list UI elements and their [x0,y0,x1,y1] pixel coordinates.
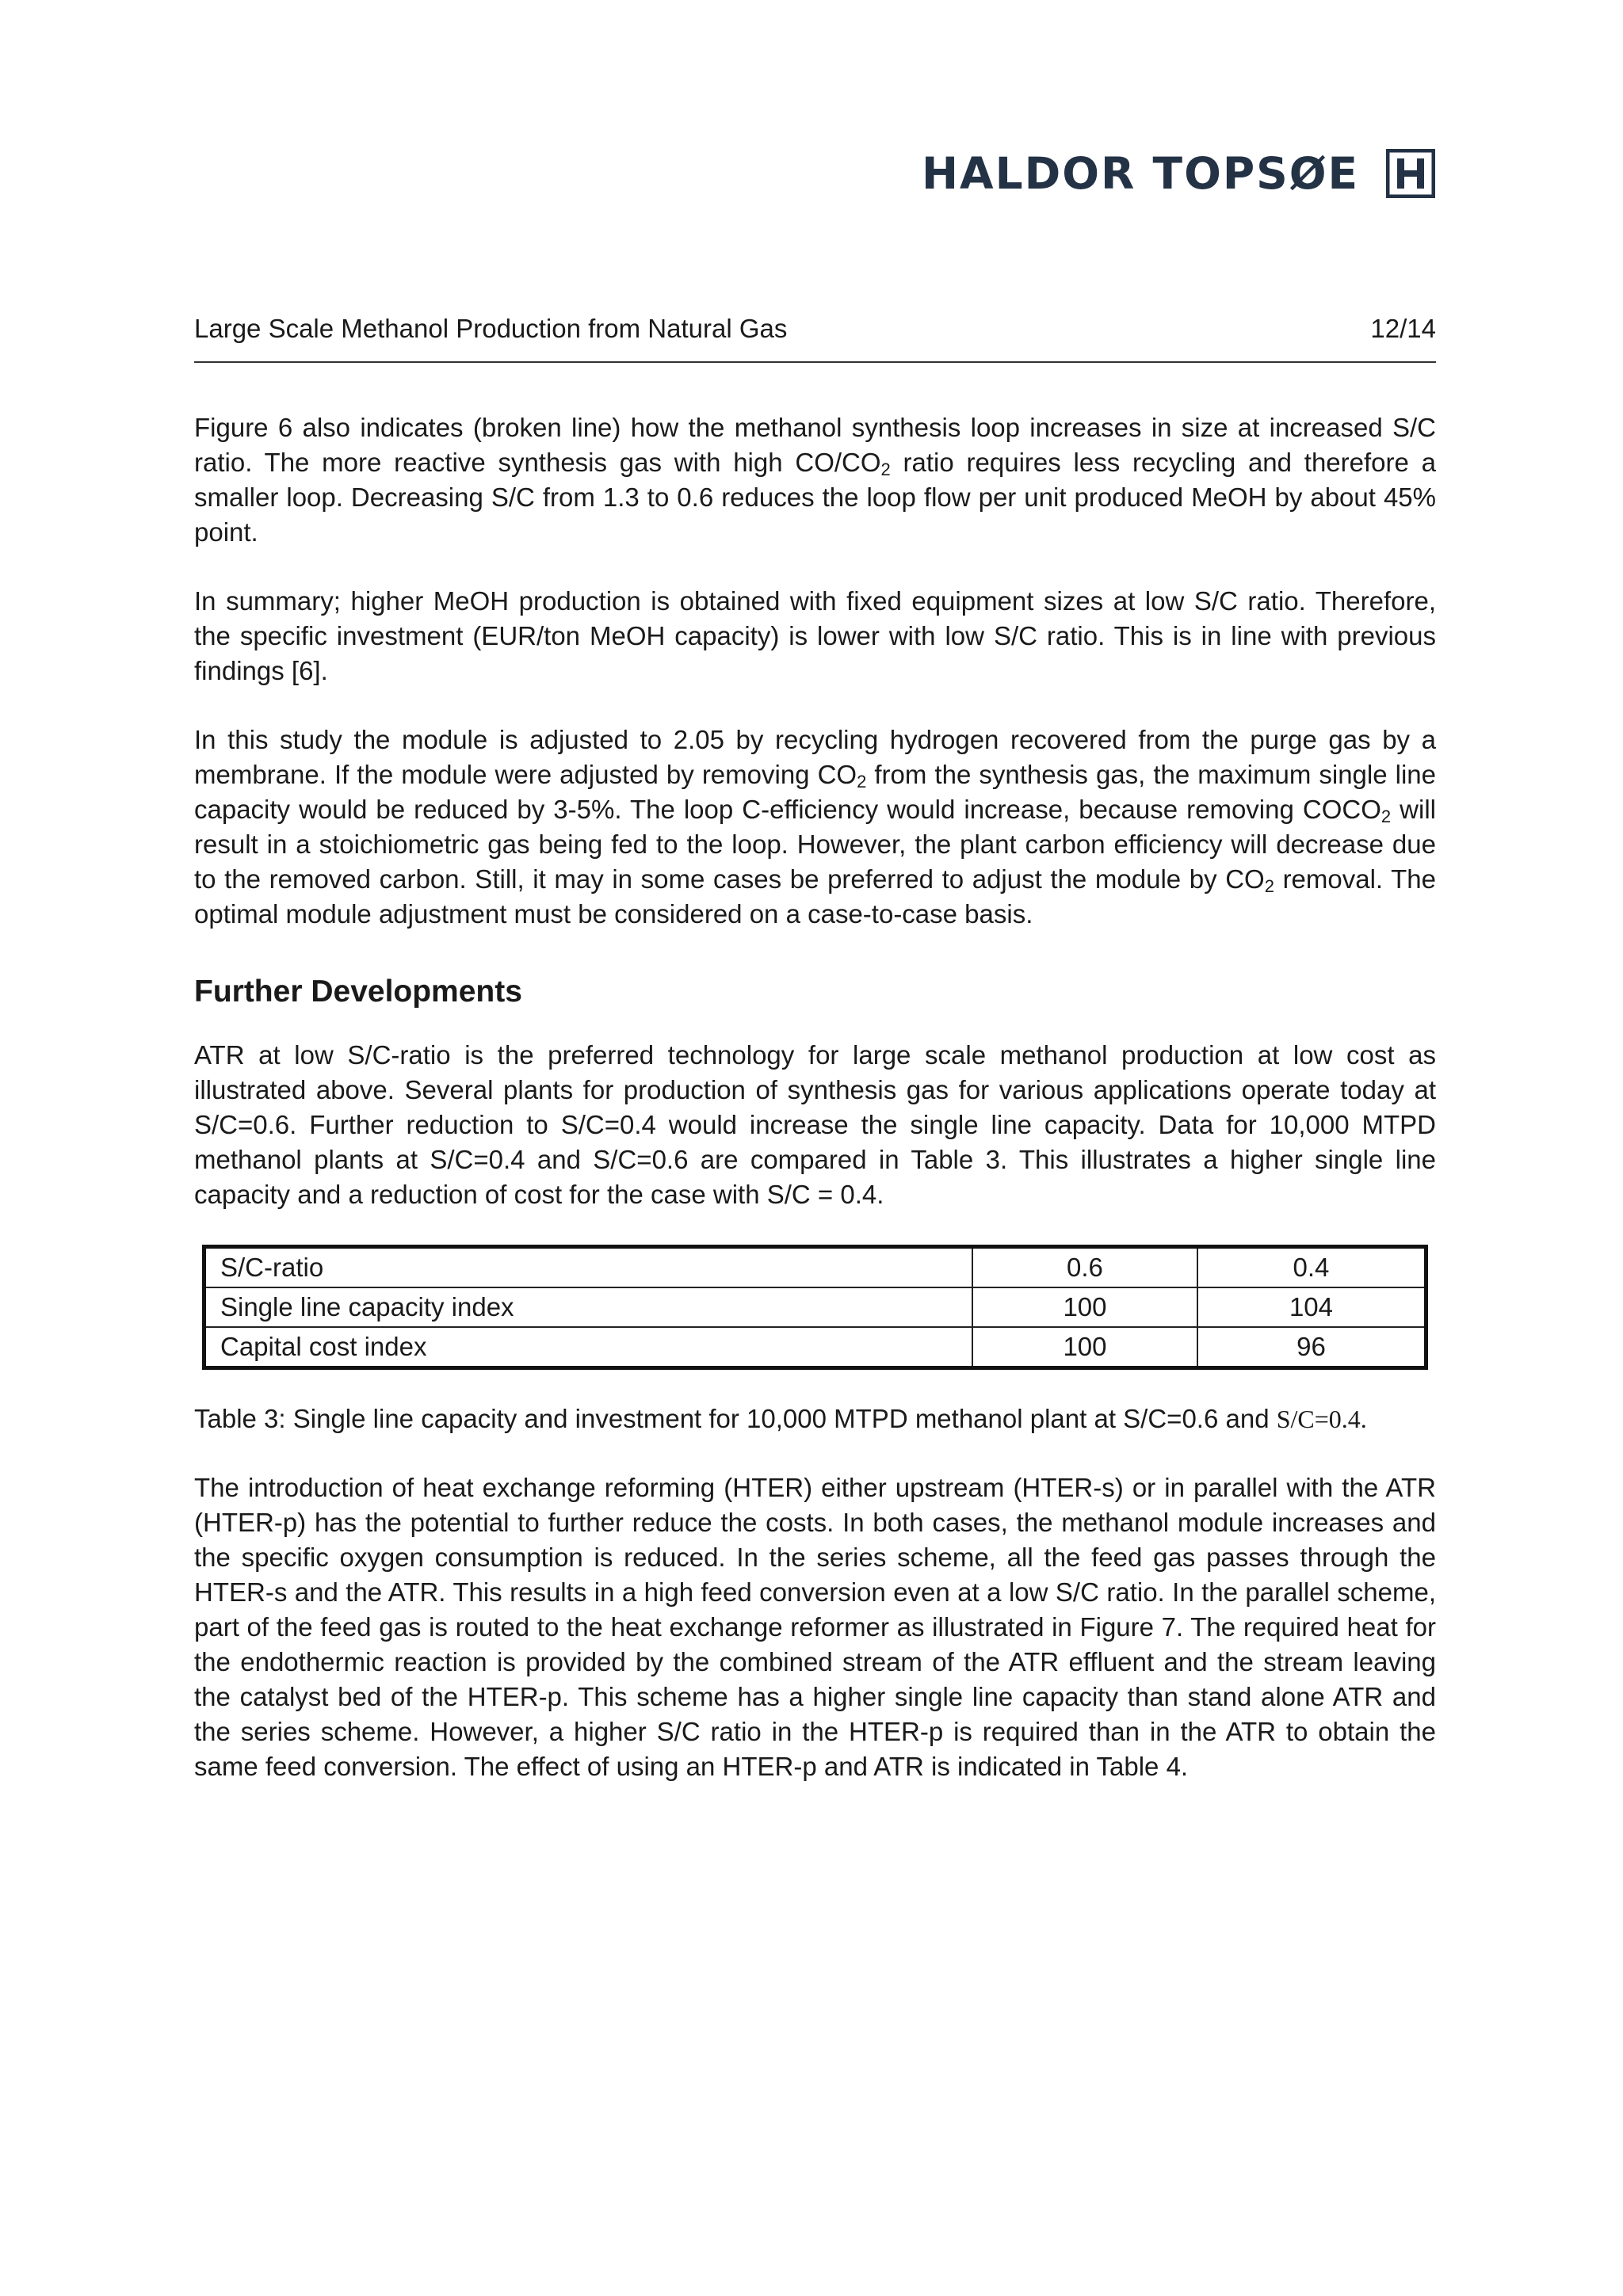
paragraph-loop-size: Figure 6 also indicates (broken line) how the methanol synthesis loop increases in size at increased S/C ratio. The more reactive synthesis gas with high $CO/CO_2$ ratio requires less recycling and therefore a smaller loop. Decreasing S/C from 1.3 to 0.6 reduces the loop flow per unit produced MeOH by about 45% point. [194,413,1436,547]
page-header [194,314,1436,363]
table-cell-label: Capital cost index [204,1327,973,1368]
table-caption: Table 3: Single line capacity and investment for 10,000 MTPD methanol plant at S/C=0.6 and S/C=0.4. [194,1404,1367,1433]
table-3 [202,1245,1428,1370]
table-cell-label: S/C-ratio [204,1247,973,1288]
paragraph-module-adjustment: In this study the module is adjusted to 2.05 by recycling hydrogen recovered from the purge gas by a membrane. If the module were adjusted by removing $CO_2$ from the synthesis gas, the maximum single line capacity would be reduced by 3-5%. The loop C-efficiency would increase, because removing $COCO_2$ will result in a stoichiometric gas being fed to the loop. However, the plant carbon efficiency will decrease due to the removed carbon. Still, it may in some cases be preferred to adjust the module by $CO_2$ removal. The optimal module adjustment must be considered on a case-to-case basis. [194,725,1436,929]
logo-h-icon [1386,149,1435,198]
paragraph-summary: In summary; higher MeOH production is obtained with fixed equipment sizes at low S/C ratio. Therefore, the specific investment (EUR/ton MeOH capacity) is lower with low S/C ratio. This is in line with previous findings [6]. [194,586,1436,685]
table-cell-value: 104 [1197,1287,1426,1327]
table-cell-value: 96 [1197,1327,1426,1368]
paragraph-hter: The introduction of heat exchange reforming (HTER) either upstream (HTER-s) or in parallel with the ATR (HTER-p) has the potential to further reduce the costs. In both cases, the methanol module increases and the specific oxygen consumption is reduced. In the series scheme, all the feed gas passes through the HTER-s and the ATR. This results in a high feed conversion even at a low S/C ratio. In the parallel scheme, part of the feed gas is routed to the heat exchange reformer as illustrated in Figure 7. The required heat for the endothermic reaction is provided by the combined stream of the ATR effluent and the stream leaving the catalyst bed of the HTER-p. This scheme has a higher single line capacity than stand alone ATR and the series scheme. However, a higher S/C ratio in the HTER-p is required than in the ATR to obtain the same feed conversion. The effect of using an HTER-p and ATR is indicated in Table 4. [194,1473,1436,1781]
table-row [204,1247,1426,1288]
paragraph-atr-low-sc: ATR at low S/C-ratio is the preferred technology for large scale methanol production at low cost as illustrated above. Several plants for production of synthesis gas for various applications operate today at S/C=0.6. Further reduction to S/C=0.4 would increase the single line capacity. Data for 10,000 MTPD methanol plants at S/C=0.4 and S/C=0.6 are compared in Table 3. This illustrates a higher single line capacity and a reduction of cost for the case with S/C = 0.4. [194,1040,1436,1209]
logo-wordmark: HALDOR TOPSØE [922,147,1360,199]
document-body [194,410,1436,1818]
section-heading: Further Developments [194,974,522,1009]
table-cell-value: 0.6 [972,1247,1197,1288]
table-row [204,1327,1426,1368]
page-number: 12/14 [1370,314,1436,343]
table-cell-value: 100 [972,1287,1197,1327]
company-logo [922,146,1445,201]
document-title: Large Scale Methanol Production from Natural Gas [194,314,788,343]
table-cell-value: 0.4 [1197,1247,1426,1288]
table-cell-label: Single line capacity index [204,1287,973,1327]
table-row [204,1287,1426,1327]
table-cell-value: 100 [972,1327,1197,1368]
